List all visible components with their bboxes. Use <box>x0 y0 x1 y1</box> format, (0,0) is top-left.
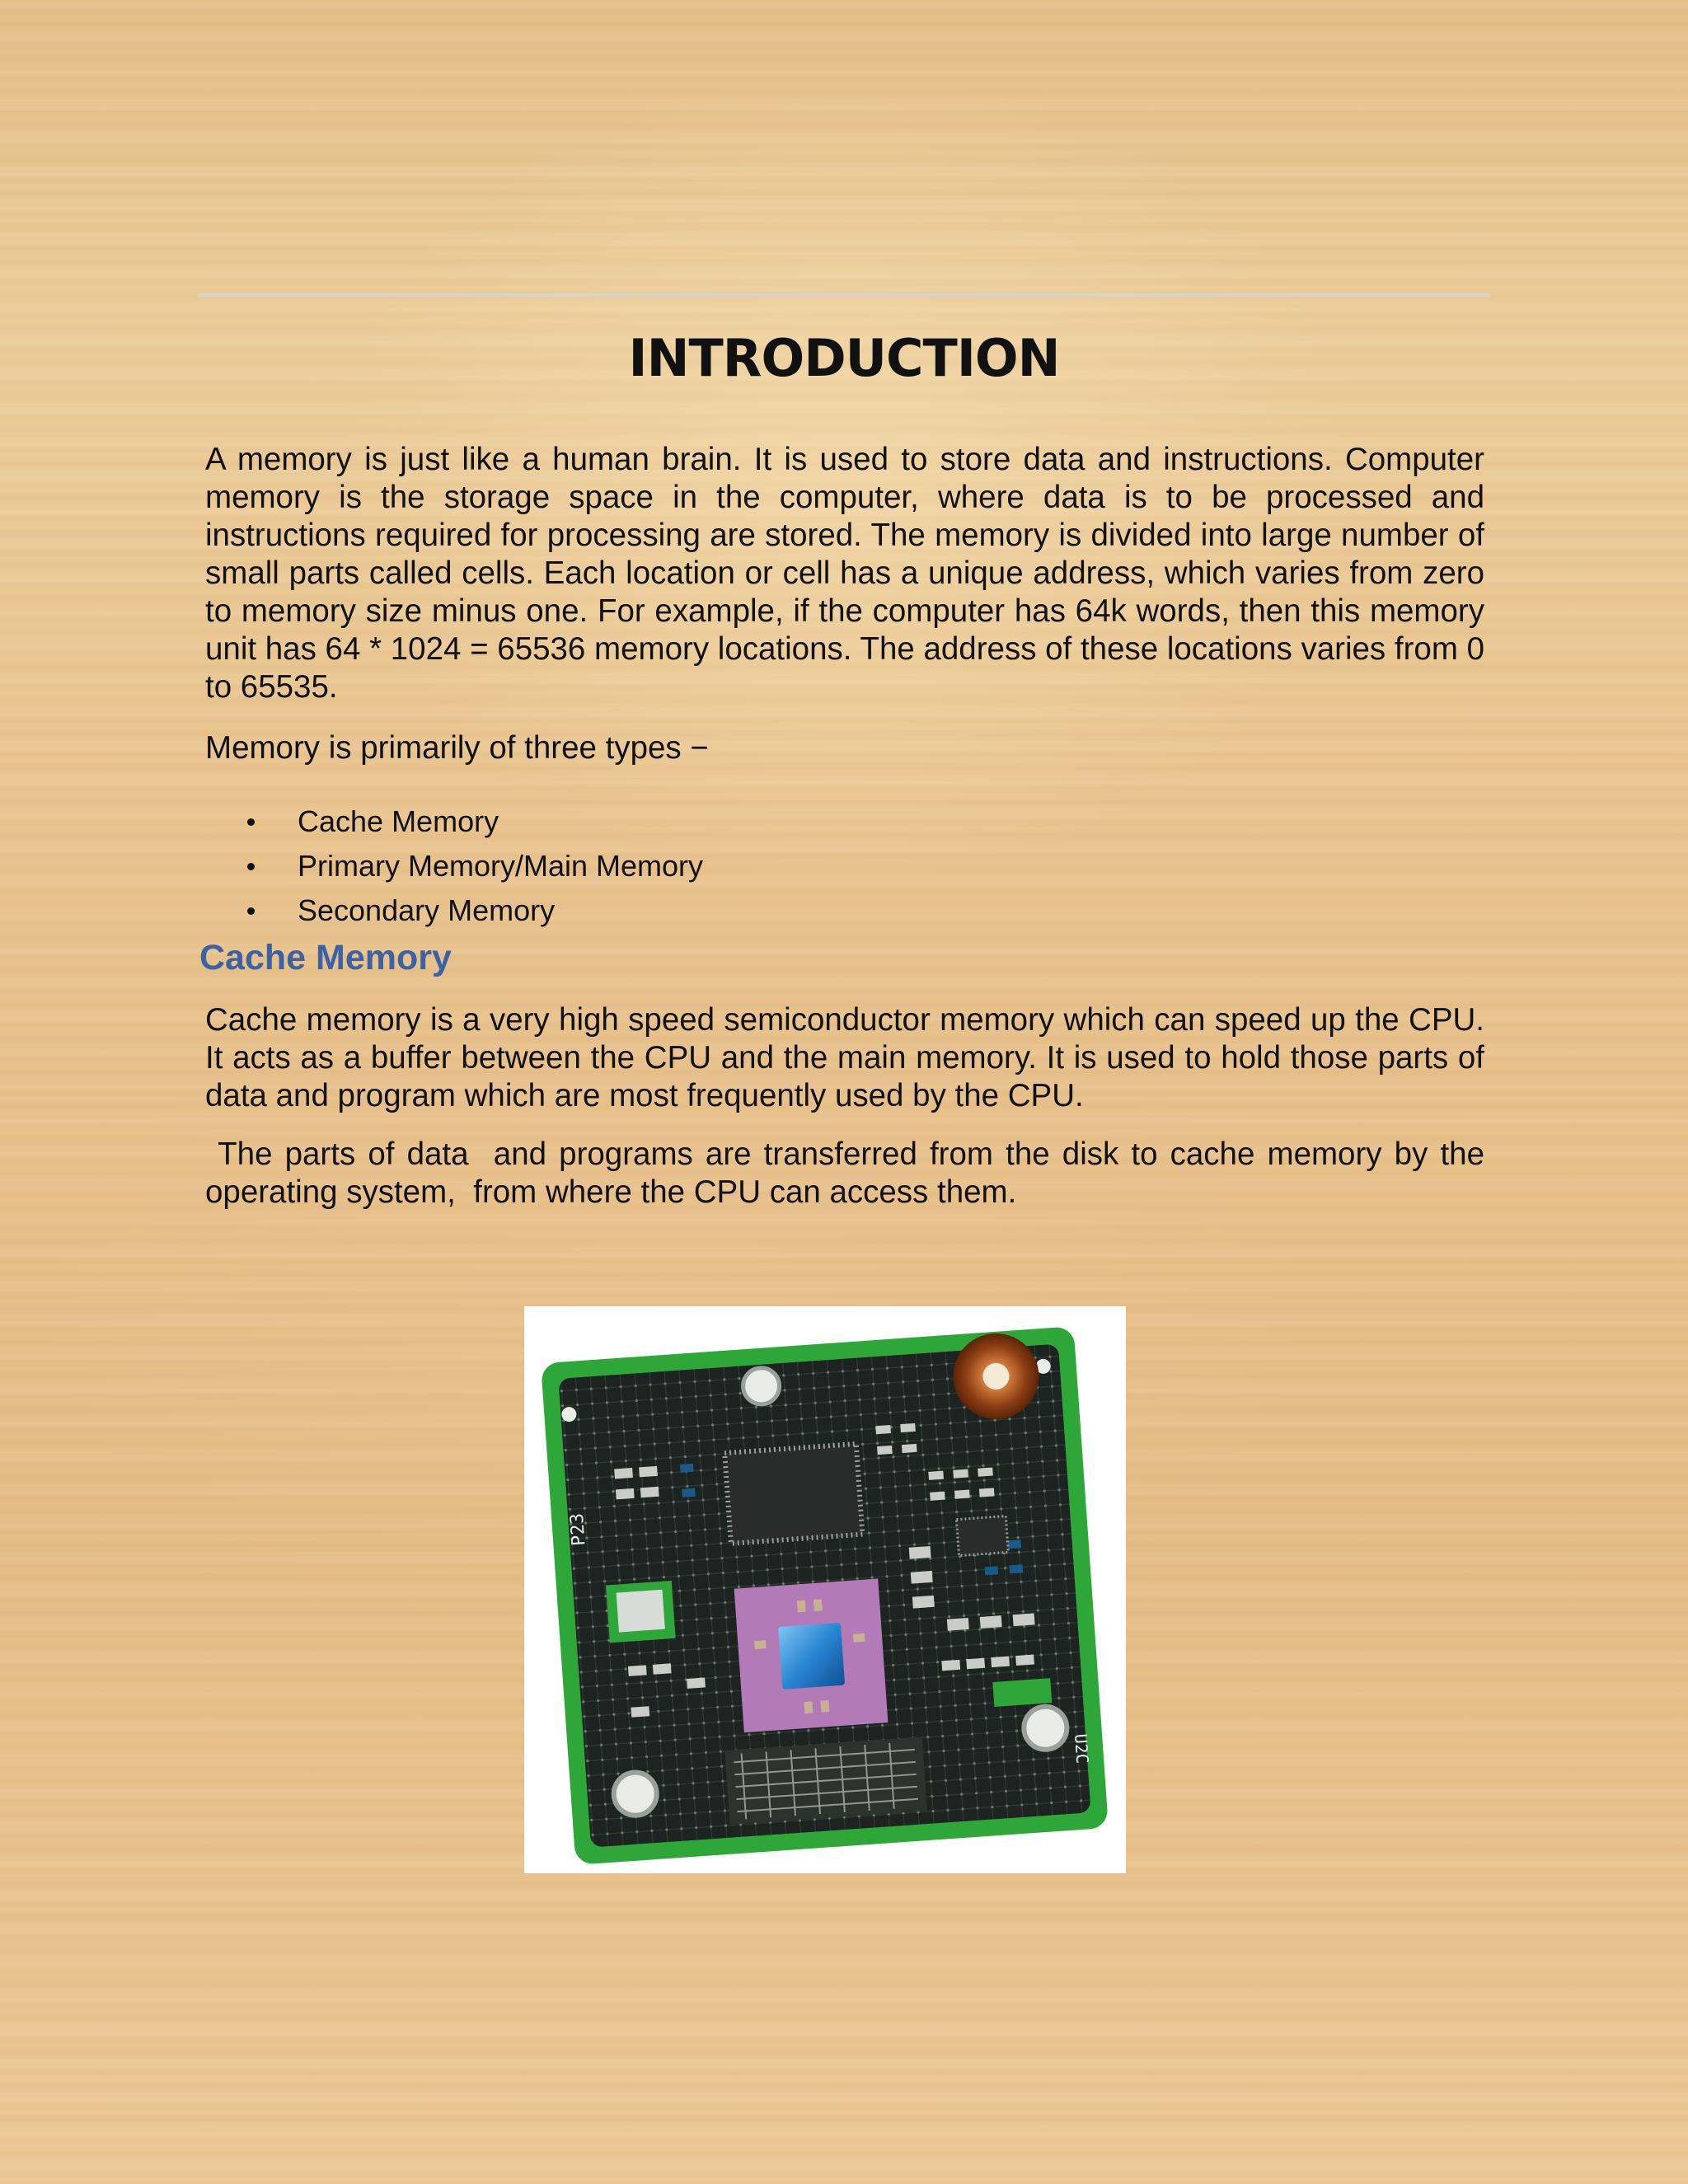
board-label-p23: P23 <box>566 1512 590 1547</box>
regulator-heatsink <box>617 1590 665 1633</box>
mounting-hole <box>742 1366 781 1405</box>
mounting-hole <box>1023 1705 1069 1751</box>
list-item-label: Secondary Memory <box>298 893 556 927</box>
page-title: INTRODUCTION <box>628 328 1060 388</box>
controller-chip <box>724 1444 862 1544</box>
cache-memory-heading: Cache Memory <box>199 938 452 977</box>
memory-types-intro: Memory is primarily of three types − <box>205 730 709 766</box>
bullet-icon <box>247 907 255 915</box>
list-item-label: Primary Memory/Main Memory <box>298 849 704 883</box>
board-label-u2c: U2C <box>1070 1732 1093 1765</box>
list-item-label: Cache Memory <box>298 804 499 838</box>
bullet-icon <box>247 863 255 870</box>
top-divider <box>198 293 1490 297</box>
bullet-icon <box>247 818 255 826</box>
cache-memory-board-image <box>524 1306 1126 1873</box>
list-item <box>247 803 703 847</box>
green-connector <box>992 1678 1052 1707</box>
small-chip <box>956 1516 1008 1555</box>
list-item <box>247 892 703 936</box>
intro-paragraph: A memory is just like a human brain. It is used to store data and instructions. Computer memory is the storage space in the computer, where data is to be processed and instructions required for processing are stored. The memory is divided into large number of small parts called cells. Each location or cell has a unique address, which varies from zero to memory size minus one. For example, if the computer has 64k words, then this memory unit has 64 * 1024 = 65536 memory locations. The address of these locations varies from 0 to 65535. <box>205 442 1484 705</box>
cache-paragraph-1: Cache memory is a very high speed semiconductor memory which can speed up the CPU. It acts as a buffer between the CPU and the main memory. It is used to hold those parts of data and program which are most frequently used by the CPU. <box>205 1002 1484 1113</box>
circuit-board-illustration <box>524 1306 1126 1873</box>
cache-paragraph-2: The parts of data and programs are transferred from the disk to cache memory by the operating system, from where the CPU can access them. <box>205 1137 1484 1210</box>
memory-types-list <box>247 803 703 936</box>
mounting-hole <box>612 1771 659 1817</box>
cpu-die <box>778 1623 845 1690</box>
list-item <box>247 847 703 892</box>
